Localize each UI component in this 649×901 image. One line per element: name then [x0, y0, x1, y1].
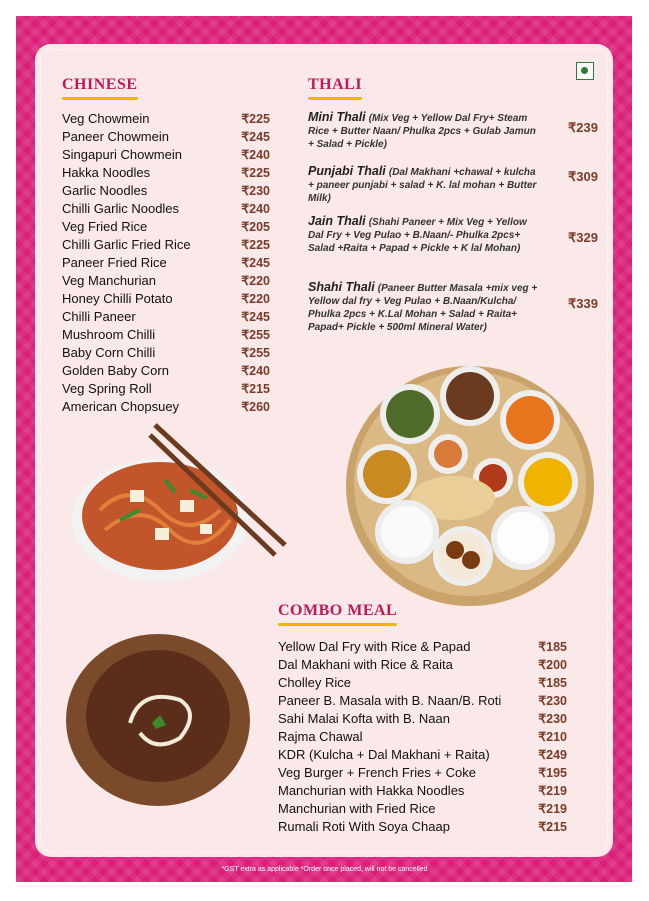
item-name: Sahi Malai Kofta with B. Naan [278, 711, 450, 726]
item-name: Veg Chowmein [62, 111, 150, 126]
list-item [62, 182, 270, 200]
item-price: ₹255 [241, 346, 270, 360]
list-item [278, 638, 567, 656]
thali-name: Jain Thali [308, 214, 366, 228]
thali-name: Punjabi Thali [308, 164, 386, 178]
item-name: Paneer B. Masala with B. Naan/B. Roti [278, 693, 502, 708]
item-price: ₹230 [538, 712, 567, 726]
item-price: ₹200 [538, 658, 567, 672]
thali-price: ₹239 [568, 120, 598, 135]
list-item [62, 146, 270, 164]
list-item [62, 254, 270, 272]
item-name: Manchurian with Fried Rice [278, 801, 436, 816]
item-price: ₹225 [241, 166, 270, 180]
item-name: Chilli Paneer [62, 309, 136, 324]
footer-note: *GST extra as applicable *Order once placed, will not be cancelled [221, 866, 428, 873]
combo-list [278, 638, 567, 836]
list-item [62, 290, 270, 308]
item-price: ₹240 [241, 202, 270, 216]
item-name: Garlic Noodles [62, 183, 148, 198]
noodles-image [70, 420, 290, 585]
item-name: Veg Manchurian [62, 273, 156, 288]
item-name: Chilli Garlic Fried Rice [62, 237, 191, 252]
thali-price: ₹339 [568, 296, 598, 311]
item-price: ₹230 [241, 184, 270, 198]
thali-name: Shahi Thali [308, 280, 375, 294]
item-price: ₹220 [241, 274, 270, 288]
item-name: Manchurian with Hakka Noodles [278, 783, 465, 798]
item-name: Yellow Dal Fry with Rice & Papad [278, 639, 471, 654]
list-item [278, 782, 567, 800]
list-item [62, 344, 270, 362]
chinese-list [62, 110, 270, 416]
list-item [62, 128, 270, 146]
list-item [62, 326, 270, 344]
thali-description: (Paneer Butter Masala +mix veg + Yellow dal fry + Veg Pulao + B.Naan/Kulcha/ Phulka 2pcs + K.Lal Mohan + Salad + Raita+ Papad+ Pickle + 500ml Mineral Water) [308, 283, 538, 333]
item-price: ₹225 [241, 112, 270, 126]
thali-price: ₹309 [568, 169, 598, 184]
list-item [278, 764, 567, 782]
item-price: ₹230 [538, 694, 567, 708]
item-name: Cholley Rice [278, 675, 351, 690]
combo-title: COMBO MEAL [278, 602, 398, 619]
item-price: ₹185 [538, 640, 567, 654]
thali-item [308, 111, 598, 151]
thali-description: (Shahi Paneer + Mix Veg + Yellow Dal Fry + Veg Pulao + B.Naan/- Phulka 2pcs+ Salad +Raita + Papad + Pickle + K lal Mohan) [308, 217, 527, 254]
list-item [62, 164, 270, 182]
item-name: Rajma Chawal [278, 729, 363, 744]
veg-indicator-icon [576, 62, 594, 80]
thali-item [308, 215, 598, 255]
item-name: Rumali Roti With Soya Chaap [278, 819, 450, 834]
item-price: ₹240 [241, 364, 270, 378]
list-item [62, 272, 270, 290]
item-name: American Chopsuey [62, 399, 180, 414]
thali-name: Mini Thali [308, 110, 366, 124]
list-item [278, 674, 567, 692]
list-item [278, 800, 567, 818]
list-item [62, 218, 270, 236]
item-name: Baby Corn Chilli [62, 345, 156, 360]
thali-item [308, 281, 598, 334]
item-name: Veg Fried Rice [62, 219, 148, 234]
item-price: ₹240 [241, 148, 270, 162]
list-item [62, 362, 270, 380]
item-name: Singapuri Chowmein [62, 147, 182, 162]
item-price: ₹245 [241, 130, 270, 144]
item-price: ₹205 [241, 220, 270, 234]
list-item [278, 818, 567, 836]
list-item [62, 398, 270, 416]
list-item [62, 110, 270, 128]
list-item [278, 728, 567, 746]
dal-makhani-image [60, 628, 260, 813]
item-price: ₹220 [241, 292, 270, 306]
list-item [62, 380, 270, 398]
item-name: KDR (Kulcha + Dal Makhani + Raita) [278, 747, 490, 762]
item-price: ₹215 [538, 820, 567, 834]
item-price: ₹195 [538, 766, 567, 780]
list-item [62, 308, 270, 326]
list-item [278, 746, 567, 764]
item-price: ₹219 [538, 802, 567, 816]
chinese-title: CHINESE [62, 76, 138, 93]
thali-description: (Dal Makhani +chawal + kulcha + paneer punjabi + salad + K. lal mohan + Butter Milk) [308, 167, 537, 204]
item-name: Paneer Fried Rice [62, 255, 167, 270]
item-price: ₹225 [241, 238, 270, 252]
item-name: Mushroom Chilli [62, 327, 156, 342]
list-item [278, 710, 567, 728]
list-item [278, 692, 567, 710]
item-name: Chilli Garlic Noodles [62, 201, 180, 216]
item-price: ₹249 [538, 748, 567, 762]
item-name: Veg Spring Roll [62, 381, 152, 396]
item-name: Hakka Noodles [62, 165, 151, 180]
item-price: ₹219 [538, 784, 567, 798]
item-name: Golden Baby Corn [62, 363, 169, 378]
item-price: ₹245 [241, 310, 270, 324]
list-item [278, 656, 567, 674]
item-name: Paneer Chowmein [62, 129, 169, 144]
thali-price: ₹329 [568, 230, 598, 245]
item-price: ₹245 [241, 256, 270, 270]
item-price: ₹185 [538, 676, 567, 690]
thali-plate-image [343, 358, 597, 610]
thali-item [308, 165, 598, 205]
thali-title: THALI [308, 76, 363, 93]
list-item [62, 236, 270, 254]
item-price: ₹260 [241, 400, 270, 414]
item-name: Honey Chilli Potato [62, 291, 173, 306]
item-price: ₹215 [241, 382, 270, 396]
item-price: ₹255 [241, 328, 270, 342]
item-name: Veg Burger + French Fries + Coke [278, 765, 476, 780]
list-item [62, 200, 270, 218]
thali-description: (Mix Veg + Yellow Dal Fry+ Steam Rice + Butter Naan/ Phulka 2pcs + Gulab Jamun + Salad + Pickle) [308, 113, 536, 150]
item-name: Dal Makhani with Rice & Raita [278, 657, 453, 672]
item-price: ₹210 [538, 730, 567, 744]
